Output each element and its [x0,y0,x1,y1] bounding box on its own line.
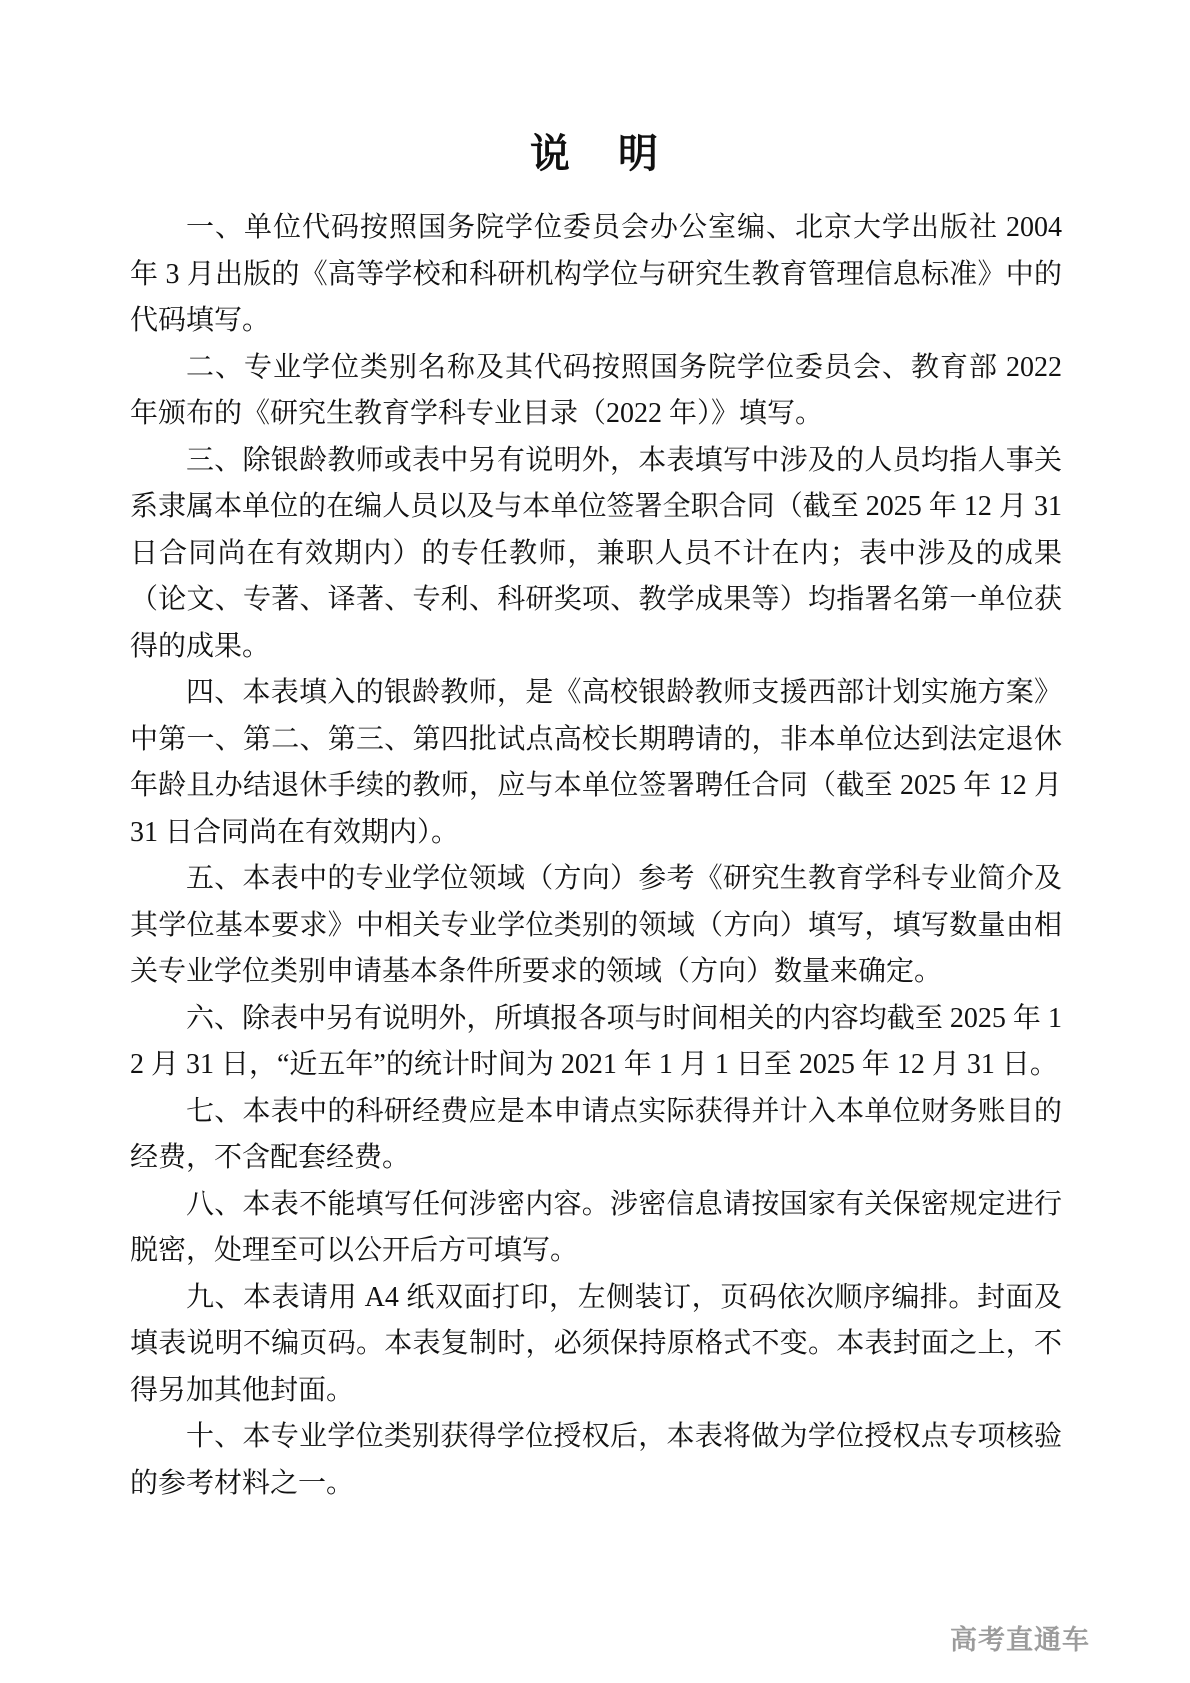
paragraph-2: 二、专业学位类别名称及其代码按照国务院学位委员会、教育部 2022 年颁布的《研究生教育学科专业目录（2022 年）》填写。 [130,351,1062,429]
paragraph-5: 五、本表中的专业学位领域（方向）参考《研究生教育学科专业简介及其学位基本要求》中相关专业学位类别的领域（方向）填写，填写数量由相关专业学位类别申请基本条件所要求的领域（方向）数量来确定。 [130,863,1062,987]
paragraph-1: 一、单位代码按照国务院学位委员会办公室编、北京大学出版社 2004 年 3 月出版的《高等学校和科研机构学位与研究生教育管理信息标准》中的代码填写。 [130,212,1062,336]
paragraph-10: 十、本专业学位类别获得学位授权后，本表将做为学位授权点专项核验的参考材料之一。 [130,1421,1062,1499]
instructions-body [130,205,1062,1507]
watermark: 高考直通车 [950,1625,1090,1655]
paragraph-9: 九、本表请用 A4 纸双面打印，左侧装订，页码依次顺序编排。封面及填表说明不编页码。本表复制时，必须保持原格式不变。本表封面之上，不得另加其他封面。 [130,1281,1062,1406]
paragraph-3: 三、除银龄教师或表中另有说明外，本表填写中涉及的人员均指人事关系隶属本单位的在编人员以及与本单位签署全职合同（截至 2025 年 12 月 31 日合同尚在有效期内）的专任教师，兼职人员不计在内；表中涉及的成果（论文、专著、译著、专利、科研奖项、教学成果等）均指署名第一单位获得的成果。 [130,444,1062,662]
paragraph-8: 八、本表不能填写任何涉密内容。涉密信息请按国家有关保密规定进行脱密，处理至可以公开后方可填写。 [130,1188,1062,1266]
page-title: 说 明 [530,131,662,176]
paragraph-7: 七、本表中的科研经费应是本申请点实际获得并计入本单位财务账目的经费，不含配套经费。 [130,1095,1062,1173]
paragraph-6: 六、除表中另有说明外，所填报各项与时间相关的内容均截至 2025 年 12 月 31 日，“近五年”的统计时间为 2021 年 1 月 1 日至 2025 年 12 月 31 日。 [130,1002,1062,1080]
paragraph-4: 四、本表填入的银龄教师，是《高校银龄教师支援西部计划实施方案》中第一、第二、第三、第四批试点高校长期聘请的，非本单位达到法定退休年龄且办结退休手续的教师，应与本单位签署聘任合同（截至 2025 年 12 月 31 日合同尚在有效期内）。 [130,677,1062,848]
document-content [130,122,1062,1507]
